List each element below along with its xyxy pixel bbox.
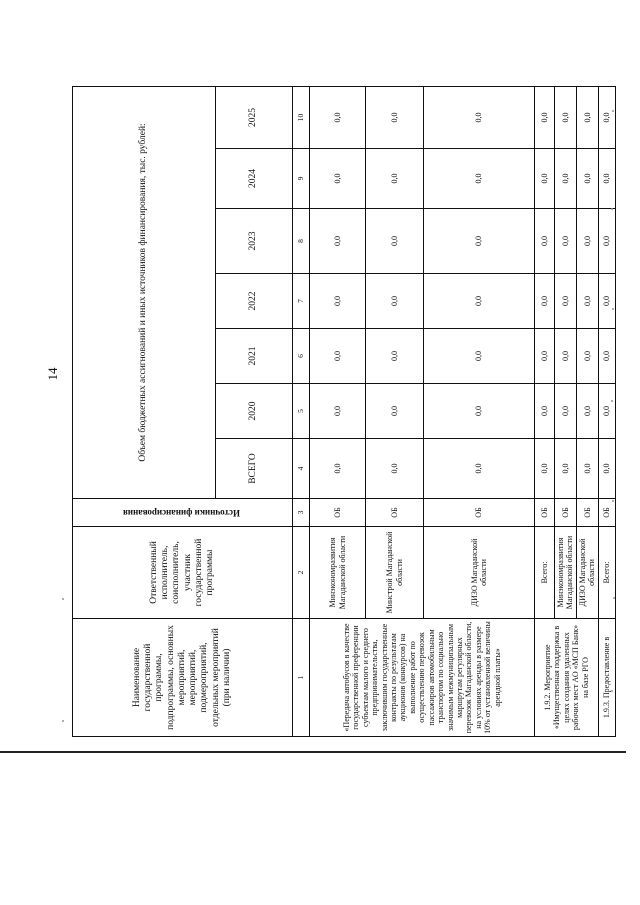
page-bottom-rule: [0, 751, 626, 753]
col-index: 4: [293, 439, 310, 499]
value-cell: 0,0: [310, 209, 366, 274]
value-cell: 0,0: [424, 209, 535, 274]
header-volume: Объем бюджетных ассигнований и иных источников финансирования, тыс. рублей:: [73, 86, 216, 498]
value-cell: 0,0: [535, 329, 555, 384]
column-index-row: [293, 86, 310, 736]
value-cell: 0,0: [366, 149, 424, 209]
header-row-1: [73, 86, 216, 736]
header-year-2022: 2022: [216, 274, 293, 329]
scan-speck: [613, 597, 615, 599]
value-cell: 0,0: [555, 274, 577, 329]
value-cell: 0,0: [598, 86, 615, 148]
responsible-cell: Минэкономразвития Магаданской области: [555, 527, 577, 619]
value-cell: 0,0: [310, 86, 366, 148]
value-cell: 0,0: [598, 274, 615, 329]
value-cell: 0,0: [555, 86, 577, 148]
table-row: [310, 86, 366, 736]
value-cell: 0,0: [424, 149, 535, 209]
table-row: [535, 86, 555, 736]
header-source-text: Источники финансирования: [122, 507, 240, 518]
col-index: 8: [293, 209, 310, 274]
value-cell: 0,0: [576, 209, 598, 274]
table-row: [598, 86, 615, 736]
value-cell: 0,0: [424, 439, 535, 499]
header-source: [73, 499, 293, 527]
rotated-table-container: [72, 87, 612, 737]
col-index: 3: [293, 499, 310, 527]
measure-192-name-cell: 1.9.2. Мероприятие «Имущественная поддержка в целях создания удаленных рабочих мест АО «МСП Банк» на базе РГО: [535, 619, 599, 737]
value-cell: 0,0: [535, 439, 555, 499]
value-cell: 0,0: [576, 274, 598, 329]
program-name-cell: «Передача автобусов в качестве государственной преференции субъектам малого и среднего предпринимательства, заключившим государственные контракты по результатам аукционов (конкурсов) на выполнение работ по осуществлению перевозок пассажиров автомобильным транспортом по социально значимым межмуниципальным маршрутам регулярных перевозок Магаданской области, на условиях аренды в размере 10% от установленной величины арендной платы»: [310, 619, 535, 737]
value-cell: 0,0: [555, 384, 577, 439]
value-cell: 0,0: [366, 329, 424, 384]
value-cell: 0,0: [598, 329, 615, 384]
value-cell: 0,0: [535, 274, 555, 329]
value-cell: 0,0: [424, 86, 535, 148]
responsible-cell: Всего:: [535, 527, 555, 619]
value-cell: 0,0: [576, 384, 598, 439]
col-index: 1: [293, 619, 310, 737]
header-total: ВСЕГО: [216, 439, 293, 499]
value-cell: 0,0: [576, 439, 598, 499]
scan-speck: [611, 690, 613, 692]
value-cell: 0,0: [555, 149, 577, 209]
col-index: 10: [293, 86, 310, 148]
scan-speck: [62, 598, 64, 600]
value-cell: 0,0: [576, 149, 598, 209]
value-cell: 0,0: [555, 209, 577, 274]
source-cell: ОБ: [598, 499, 615, 527]
scan-speck: [611, 400, 613, 402]
col-index: 2: [293, 527, 310, 619]
financing-table: [72, 86, 616, 737]
col-index: 9: [293, 149, 310, 209]
value-cell: 0,0: [535, 149, 555, 209]
col-index: 7: [293, 274, 310, 329]
header-year-2021: 2021: [216, 329, 293, 384]
page-number: 14: [45, 367, 60, 381]
value-cell: 0,0: [535, 86, 555, 148]
source-cell: ОБ: [555, 499, 577, 527]
source-cell: ОБ: [535, 499, 555, 527]
responsible-cell: ДИЗО Магаданской области: [424, 527, 535, 619]
col-index: 5: [293, 384, 310, 439]
source-cell: ОБ: [424, 499, 535, 527]
header-year-2020: 2020: [216, 384, 293, 439]
value-cell: 0,0: [366, 274, 424, 329]
header-responsible: Ответственный исполнитель, соисполнитель, участник государственной программы: [73, 527, 293, 619]
responsible-cell: Минстрой Магаданской области: [366, 527, 424, 619]
responsible-cell: Минэкономразвития Магаданской области: [310, 527, 366, 619]
responsible-cell: Всего:: [598, 527, 615, 619]
value-cell: 0,0: [310, 329, 366, 384]
value-cell: 0,0: [424, 329, 535, 384]
value-cell: 0,0: [310, 439, 366, 499]
value-cell: 0,0: [555, 439, 577, 499]
value-cell: 0,0: [310, 149, 366, 209]
value-cell: 0,0: [366, 86, 424, 148]
value-cell: 0,0: [424, 384, 535, 439]
value-cell: 0,0: [598, 149, 615, 209]
source-cell: ОБ: [576, 499, 598, 527]
value-cell: 0,0: [366, 384, 424, 439]
value-cell: 0,0: [424, 274, 535, 329]
value-cell: 0,0: [576, 86, 598, 148]
header-year-2025: 2025: [216, 86, 293, 148]
source-cell: ОБ: [366, 499, 424, 527]
scan-speck: [612, 308, 614, 310]
source-cell: ОБ: [310, 499, 366, 527]
scan-speck: [612, 110, 614, 112]
value-cell: 0,0: [535, 384, 555, 439]
header-year-2024: 2024: [216, 149, 293, 209]
header-year-2023: 2023: [216, 209, 293, 274]
value-cell: 0,0: [598, 439, 615, 499]
scan-speck: [611, 208, 613, 210]
value-cell: 0,0: [598, 209, 615, 274]
scan-speck: [62, 720, 64, 722]
value-cell: 0,0: [310, 384, 366, 439]
value-cell: 0,0: [598, 384, 615, 439]
responsible-cell: ДИЗО Магаданской области: [576, 527, 598, 619]
measure-193-name-cell: 1.9.3. Предоставление в: [598, 619, 615, 737]
value-cell: 0,0: [366, 439, 424, 499]
scan-speck: [612, 500, 614, 502]
value-cell: 0,0: [366, 209, 424, 274]
value-cell: 0,0: [535, 209, 555, 274]
value-cell: 0,0: [555, 329, 577, 384]
value-cell: 0,0: [310, 274, 366, 329]
header-name: Наименование государственной программы, подпрограммы, основных мероприятий, мероприятий, подмероприятий, отдельных мероприятий (при наличии): [73, 619, 293, 737]
value-cell: 0,0: [576, 329, 598, 384]
col-index: 6: [293, 329, 310, 384]
